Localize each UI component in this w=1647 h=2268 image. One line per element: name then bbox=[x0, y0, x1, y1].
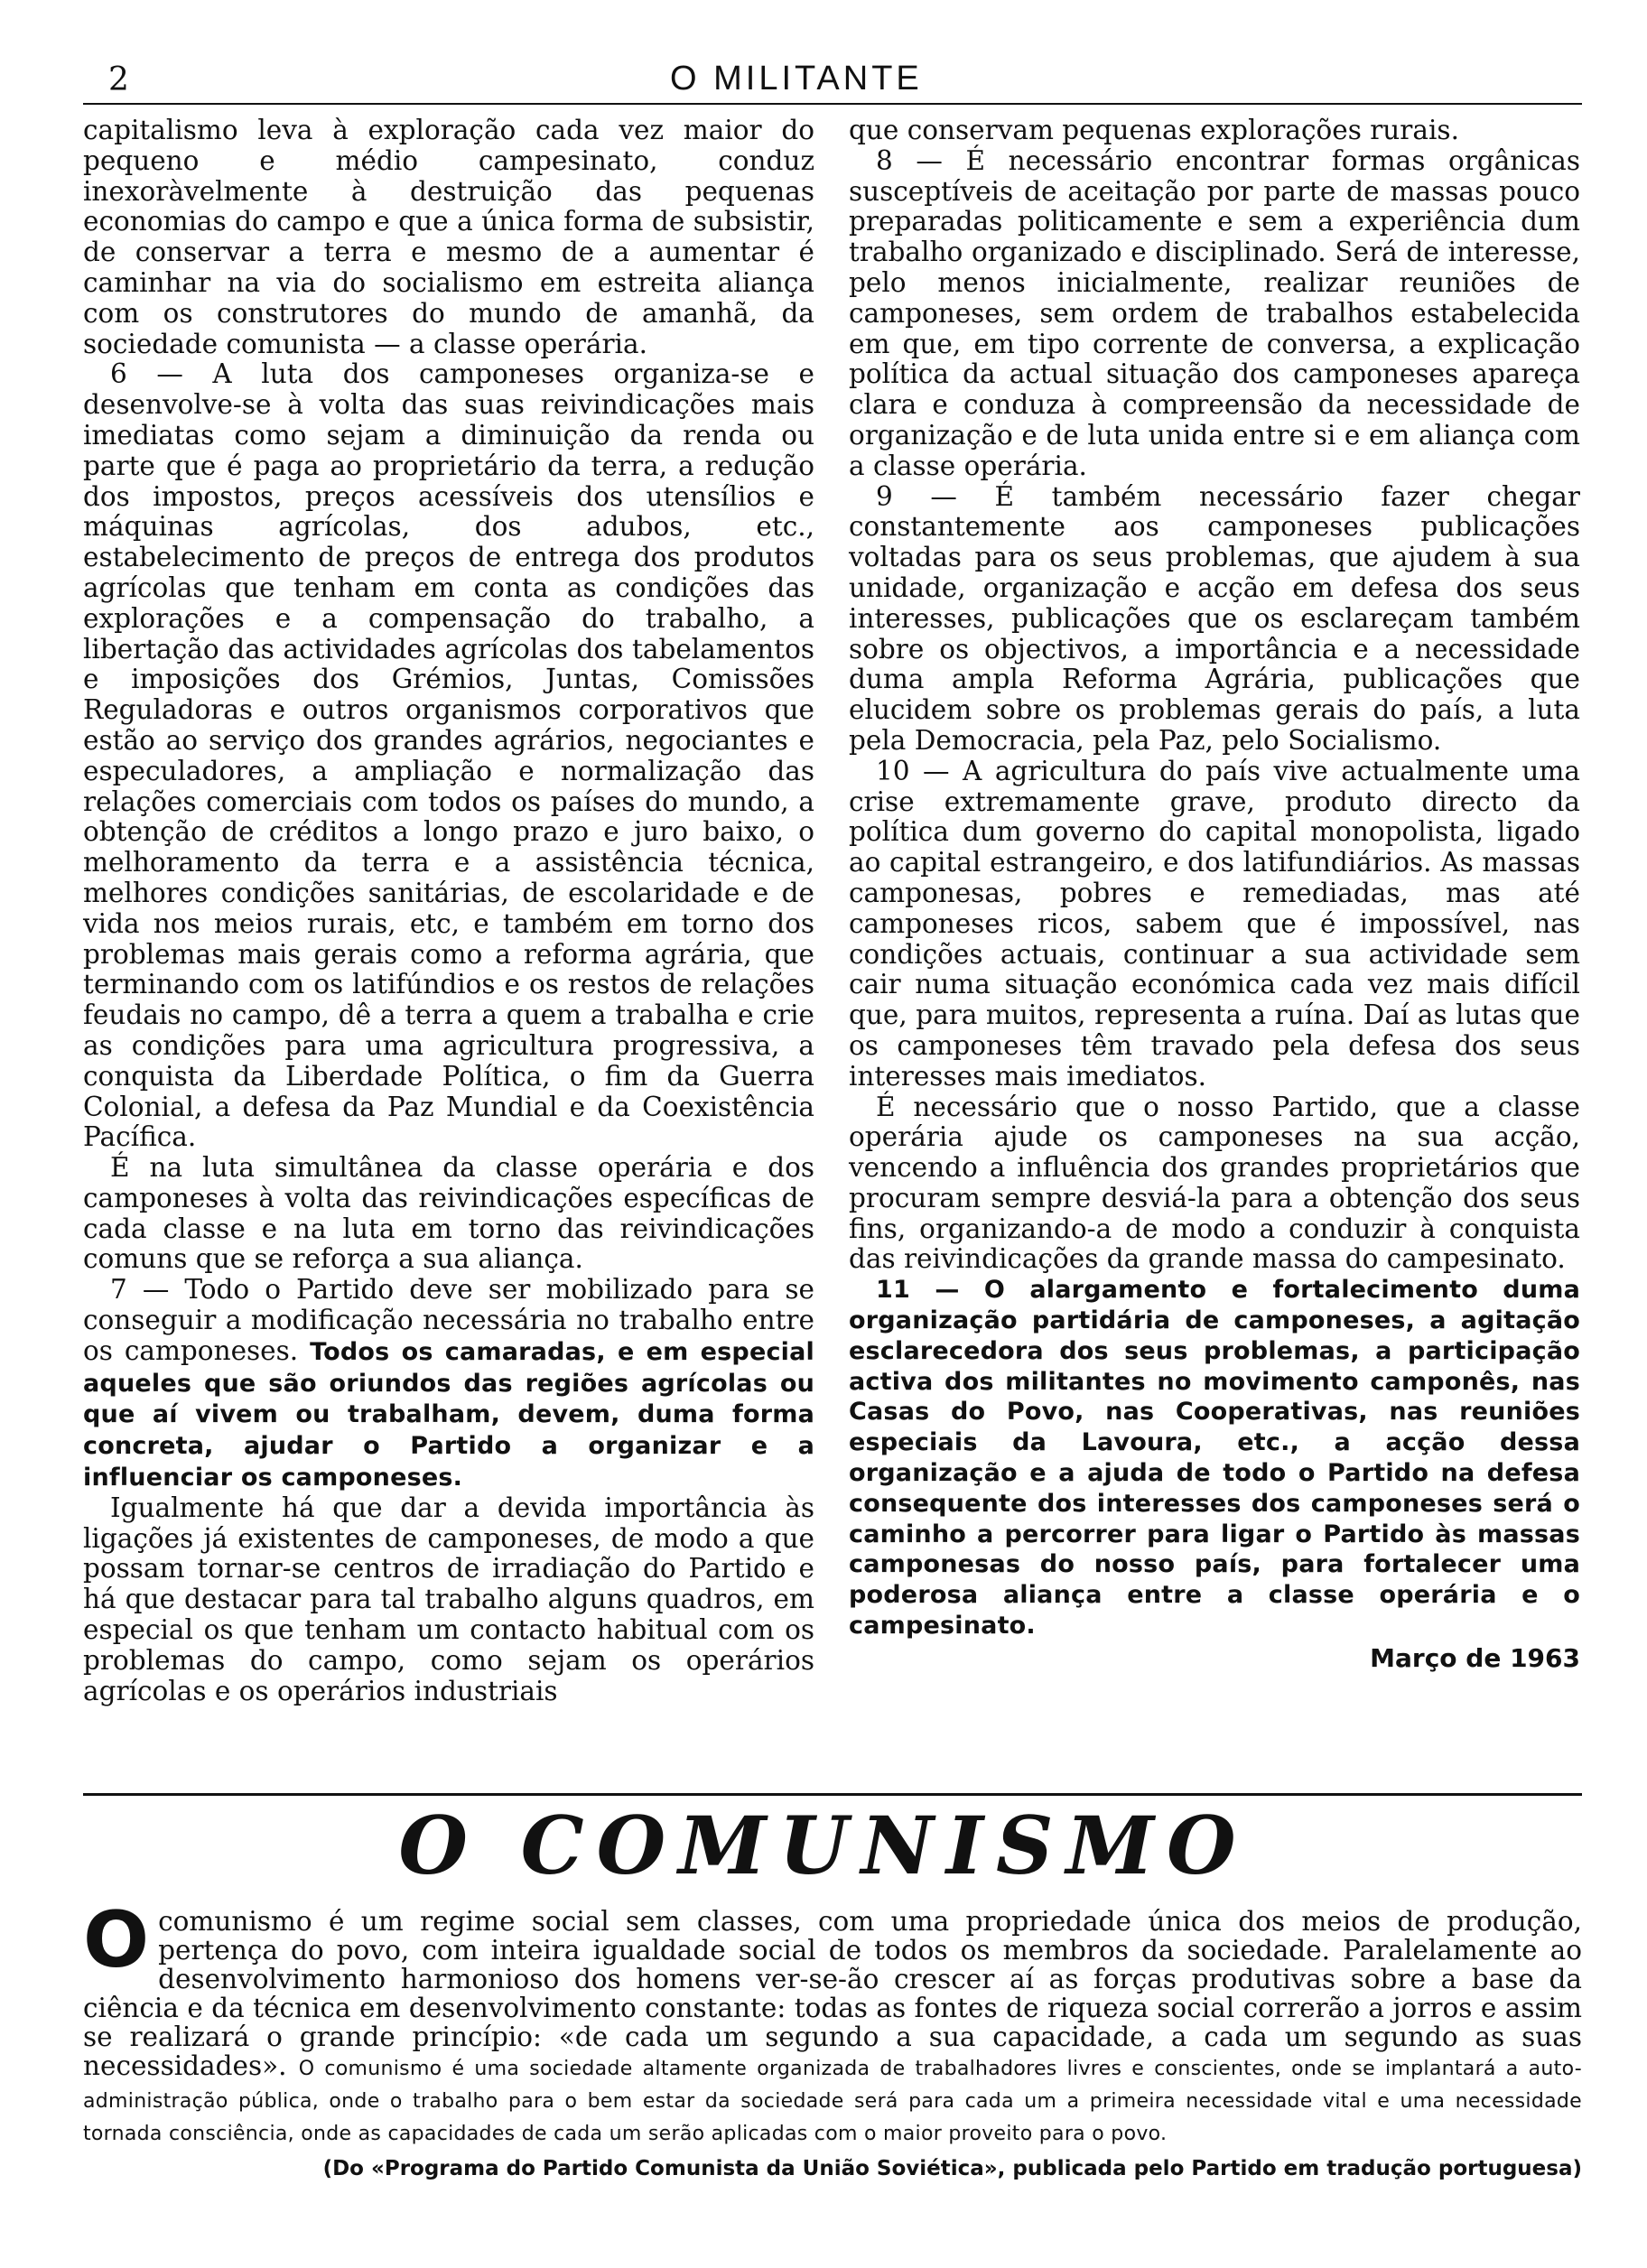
paragraph: capitalismo leva à exploração cada vez maior do pequeno e médio campesinato, conduz inexoràvelmente à destruição das pequenas economias do campo e que a única forma de subsistir, de conservar a terra e mesmo de a aumentar é caminhar na via do socialismo em estreita aliança com os construtores do mundo de amanhã, da sociedade comunista — a classe operária. bbox=[83, 115, 814, 359]
paragraph: 8 — É necessário encontrar formas orgânicas susceptíveis de aceitação por parte de massas pouco preparadas politicamente e sem a experiência dum trabalho organizado e disciplinado. Será de interesse, pelo menos inicialmente, realizar reuniões de camponeses, sem ordem de trabalhos estabelecida em que, em tipo corrente de conversa, a explicação política da actual situação dos camponeses apareça clara e conduza à compreensão da necessidade de organização e de luta unida entre si e em aliança com a classe operária. bbox=[849, 144, 1580, 481]
bold-paragraph-text: Todos os camaradas, e em especial aqueles que são oriundos das regiões agrícolas ou que aí vivem ou trabalham, devem, duma forma concreta, ajudar o Partido a organizar e a influenciar os camponeses. bbox=[83, 1337, 814, 1492]
paragraph: 9 — É também necessário fazer chegar constantemente aos camponeses publicações voltadas para os seus problemas, que ajudem à sua unidade, organização e acção em defesa dos seus interesses, publicações que os esclareçam também sobre os objectivos, a importância e a necessidade duma ampla Reforma Agrária, publicações que elucidem sobre os problemas gerais do país, a luta pela Democracia, pela Paz, pelo Socialismo. bbox=[849, 480, 1580, 756]
paragraph: que conservam pequenas explorações rurais. bbox=[849, 115, 1459, 145]
paragraph-text: 7 — Todo o Partido deve ser mobilizado para se conseguir a modificação necessária no trabalho entre os camponeses. bbox=[83, 1274, 814, 1366]
paragraph: Igualmente há que dar a devida importância às ligações já existentes de camponeses, de modo a que possam tornar-se centros de irradiação do Partido e há que destacar para tal trabalho alguns quadros, em especial os que tenham um contacto habitual com os problemas do campo, como sejam os operários agrícolas e os operários industriais bbox=[83, 1492, 814, 1706]
small-print-text: O comunismo é uma sociedade altamente organizada de trabalhadores livres e conscientes, onde se implantará a auto-administração pública, onde o trabalho para o bem estar da sociedade será para cada um a primeira necessidade vital e uma necessidade tornada consciência, onde as capacidades de cada um serão aplicadas com o maior proveito para o povo. bbox=[83, 2058, 1582, 2145]
bold-paragraph: 11 — O alargamento e fortalecimento duma organização partidária de camponeses, a agitação esclarecedora dos seus problemas, a participação activa dos militantes no movimento camponês, nas Casas do Povo, nas Cooperativas, nas reuniões especiais da Lavoura, etc., a acção dessa organização e a ajuda de todo o Partido na defesa consequente dos interesses dos camponeses será o caminho a percorrer para ligar o Partido às massas camponesas do nosso país, para fortalecer uma poderosa aliança entre a classe operária e o campesinato. bbox=[849, 1276, 1580, 1641]
article-title: O COMUNISMO bbox=[398, 1799, 1249, 1892]
page-number: 2 bbox=[108, 61, 129, 98]
masthead: O MILITANTE bbox=[670, 60, 923, 98]
right-column bbox=[849, 116, 1580, 1674]
section-divider bbox=[83, 1793, 1582, 1796]
drop-cap: O bbox=[83, 1895, 150, 1985]
paragraph: É na luta simultânea da classe operária e dos camponeses à volta das reivindicações específicas de cada classe e na luta em torno das reivindicações comuns que se reforça a sua aliança. bbox=[83, 1152, 814, 1275]
lead-text: comunismo é um regime social sem classes, com uma propriedade única dos meios de produção, pertença do povo, com inteira igualdade social de todos os membros da sociedade. Paralelamente ao desenvolvimento harmonioso dos homens ver-se-ão crescer aí as forças produtivas sobre a base da ciência e da técnica em desenvolvimento constante: todas as fontes de riqueza social correrão a jorros e assim se realizará o grande princípio: «de cada um segundo a sua capacidade, a cada um segundo as suas necessidades». bbox=[83, 1906, 1582, 2081]
date-signature: Março de 1963 bbox=[1370, 1642, 1580, 1673]
article-body bbox=[83, 1895, 1582, 2183]
paragraph: 6 — A luta dos camponeses organiza-se e desenvolve-se à volta das suas reivindicações mais imediatas como sejam a diminuição da renda ou parte que é paga ao proprietário da terra, a redução dos impostos, preços acessíveis dos utensílios e máquinas agrícolas, dos adubos, etc., estabelecimento de preços de entrega dos produtos agrícolas que tenham em conta as condições das explorações e a compensação do trabalho, a libertação das actividades agrícolas dos tabelamentos e imposições dos Grémios, Juntas, Comissões Reguladoras e outros organismos corporativos que estão ao serviço dos grandes agrários, negociantes e especuladores, a ampliação e normalização das relações comerciais com todos os países do mundo, a obtenção de créditos a longo prazo e juro baixo, o melhoramento da terra e a assistência técnica, melhores condições sanitárias, de escolaridade e de vida nos meios rurais, etc, e também em torno dos problemas mais gerais como a reforma agrária, que terminando com os latifúndios e os restos de relações feudais no campo, dê a terra a quem a trabalha e crie as condições para uma agricultura progressiva, a conquista da Liberdade Política, o fim da Guerra Colonial, a defesa da Paz Mundial e da Coexistência Pacífica. bbox=[83, 358, 814, 1153]
left-column bbox=[83, 116, 814, 1706]
paragraph bbox=[83, 1275, 814, 1493]
paragraph: 10 — A agricultura do país vive actualmente uma crise extremamente grave, produto directo da política dum governo do capital monopolista, ligado ao capital estrangeiro, e dos latifundiários. As massas camponesas, pobres e remediadas, mas até camponeses ricos, sabem que é impossível, nas condições actuais, continuar a sua actividade sem cair numa situação económica cada vez mais difícil que, para muitos, representa a ruína. Daí as lutas que os camponeses têm travado pela defesa dos seus interesses mais imediatos. bbox=[849, 755, 1580, 1092]
lead-paragraph bbox=[83, 1895, 1582, 2149]
page-header bbox=[83, 60, 1582, 105]
source-citation: (Do «Programa do Partido Comunista da União Soviética», publicada pelo Partido em tradução portuguesa) bbox=[322, 2157, 1582, 2180]
paragraph: É necessário que o nosso Partido, que a classe operária ajude os camponeses na sua acção, vencendo a influência dos grandes proprietários que procuram sempre desviá-la para a obtenção dos seus fins, organizando-a de modo a conduzir à conquista das reivindicações da grande massa do campesinato. bbox=[849, 1091, 1580, 1275]
